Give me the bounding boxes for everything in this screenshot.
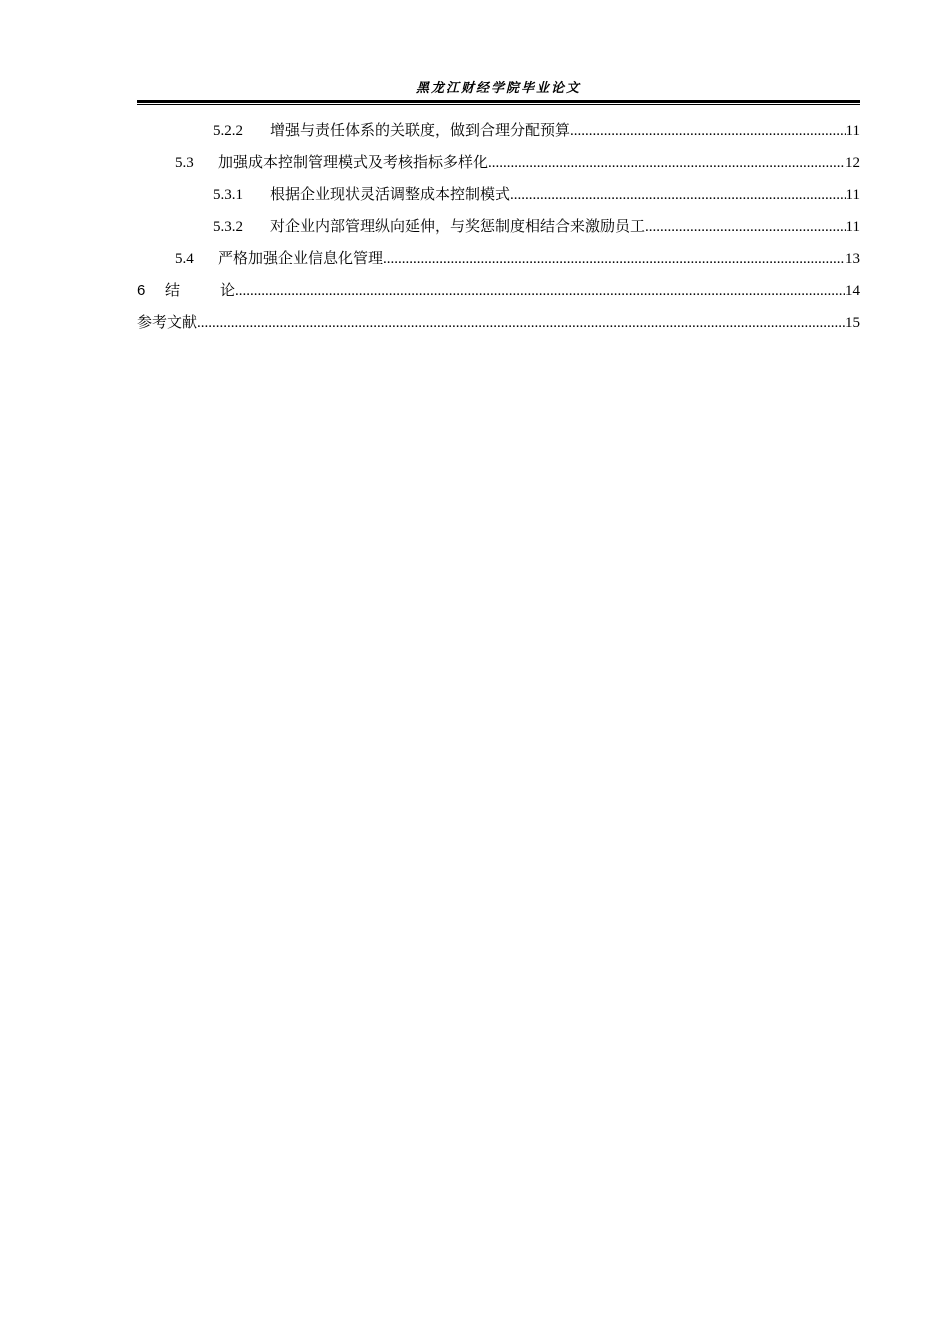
header-rule-thin xyxy=(137,104,860,105)
toc-leader-dots xyxy=(510,183,846,207)
running-header-title: 黑龙江财经学院毕业论文 xyxy=(415,81,581,96)
toc-entry-page: 11 xyxy=(845,219,860,235)
toc-leader-dots xyxy=(645,215,846,239)
toc-entry-page: 14 xyxy=(845,283,860,299)
toc-entry-number: 5.3.2 xyxy=(213,219,243,235)
toc-entry[interactable] xyxy=(137,118,860,150)
toc-entry-number: 5.3 xyxy=(175,155,194,171)
toc-leader-dots xyxy=(235,279,845,303)
toc-entry-number: 5.4 xyxy=(175,251,194,267)
toc-entry[interactable] xyxy=(137,310,860,342)
toc-leader-dots xyxy=(197,311,845,335)
toc-entry-page: 11 xyxy=(845,123,860,139)
toc-entry-title-part2: 论 xyxy=(220,281,236,299)
toc-entry-title-part1: 结 xyxy=(165,281,221,299)
toc-entry[interactable] xyxy=(137,150,860,182)
toc-leader-dots xyxy=(488,151,845,175)
toc-entry-title: 根据企业现状灵活调整成本控制模式 xyxy=(270,185,511,203)
toc-entry-page: 11 xyxy=(845,187,860,203)
toc-entry-number: 6 xyxy=(137,282,146,299)
toc-entry-title: 严格加强企业信息化管理 xyxy=(218,249,384,267)
header-rule-thick xyxy=(137,100,860,103)
toc-entry-page: 12 xyxy=(845,155,860,171)
toc-entry-title: 增强与责任体系的关联度，做到合理分配预算 xyxy=(270,121,571,139)
toc-entry-title: 参考文献 xyxy=(137,313,198,331)
toc-entry-number: 5.2.2 xyxy=(213,123,243,139)
toc-entry-page: 13 xyxy=(845,251,860,267)
toc-entry[interactable] xyxy=(137,182,860,214)
table-of-contents xyxy=(137,118,860,342)
toc-entry[interactable] xyxy=(137,278,860,310)
toc-entry[interactable] xyxy=(137,214,860,246)
toc-leader-dots xyxy=(383,247,845,271)
toc-entry-page: 15 xyxy=(845,315,860,331)
toc-entry-number: 5.3.1 xyxy=(213,187,243,203)
toc-entry-title: 对企业内部管理纵向延伸，与奖惩制度相结合来激励员工 xyxy=(270,217,646,235)
toc-entry[interactable] xyxy=(137,246,860,278)
toc-leader-dots xyxy=(570,119,846,143)
toc-entry-title: 加强成本控制管理模式及考核指标多样化 xyxy=(218,153,489,171)
